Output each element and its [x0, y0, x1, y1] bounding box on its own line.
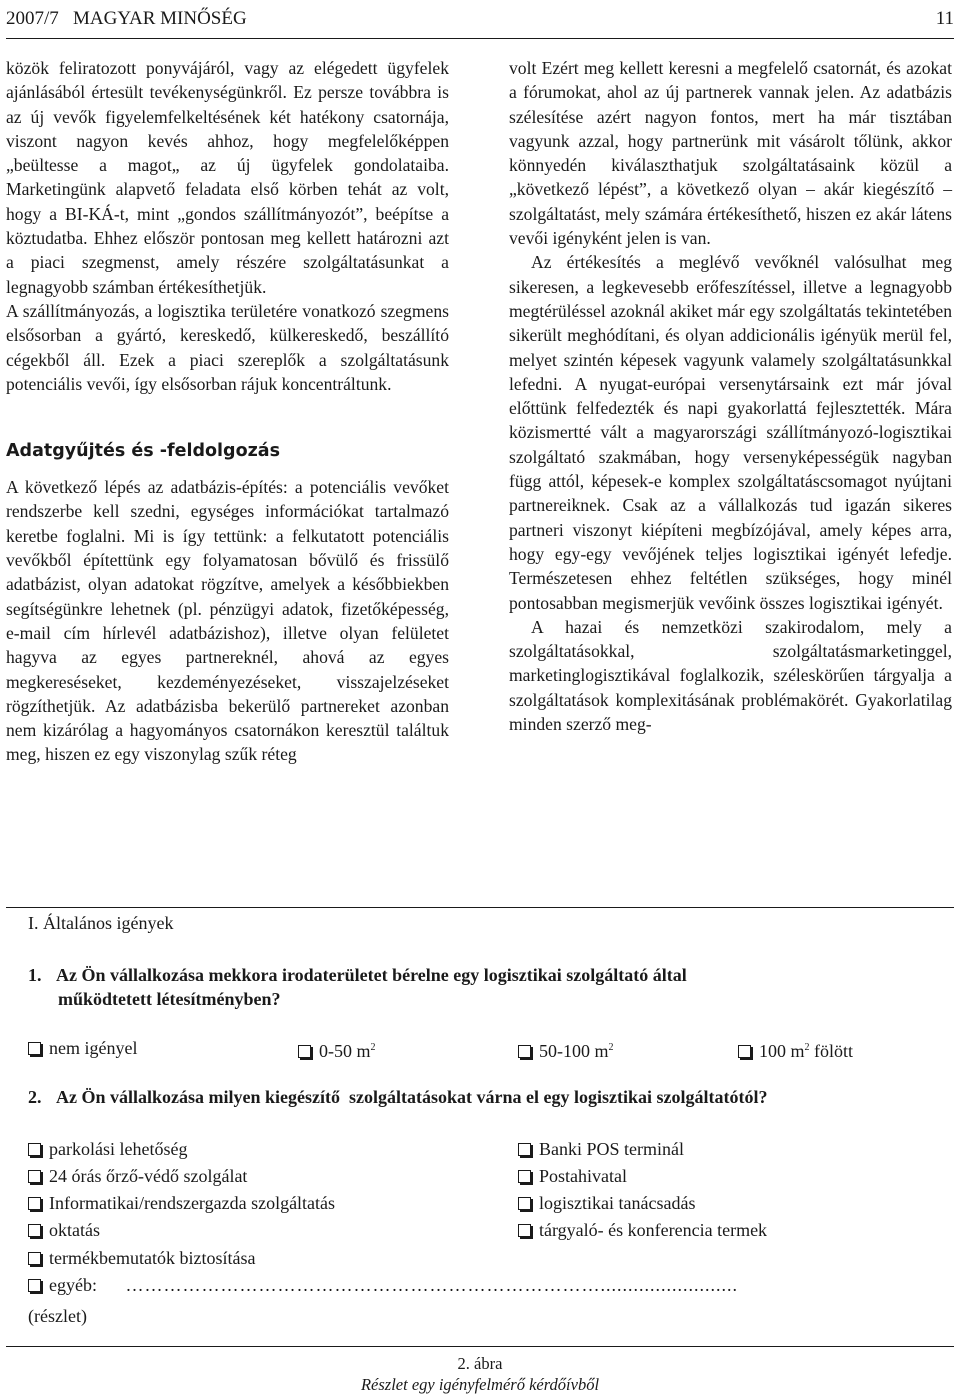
- option-checkbox[interactable]: nem igényel: [28, 1035, 137, 1061]
- option-checkbox[interactable]: Postahivatal: [518, 1163, 627, 1189]
- question-1: 1. Az Ön vállalkozása mekkora irodaterületet bérelne egy logisztikai szolgáltató által működtetett létesítményben?: [28, 965, 687, 1009]
- page-header: [6, 6, 954, 32]
- paragraph: volt Ezért meg kellett keresni a megfelelő csatornát, és azokat a fórumokat, ahol az új partnerek vannak jelen. Az adatbázis szélesítése azért nagyon fontos, mert ha már tisztában vagyunk azzal, hogy partnerünk mit vásárolt tőlünk, akkor könnyedén kiválaszthatjuk szolgáltatásaink közül a „következő lépést”, a következő olyan – akár kiegészítő – szolgáltatást, mely számára értékesíthető, hiszen ez akár látens vevői igényként jelen is van.: [509, 58, 952, 249]
- left-column: [6, 56, 449, 767]
- checkbox-icon[interactable]: [518, 1170, 531, 1183]
- option-checkbox[interactable]: oktatás: [28, 1217, 100, 1243]
- paragraph: A következő lépés az adatbázis-építés: a potenciális vevőket rendszerbe kell szedni, egységes információkat tartalmazó keretbe foglalni. Mi is így tettünk: a felkutatott potenciális vevőkből építettünk egy folyamatosan bővülő és frissülő adatbázist, olyan adatokat rögzítve, amelyek a későbbiekben segítségünkre lehetnek (pl. pénzügyi adatok, fizetőképesség, e-mail cím hírlevél adatbázishoz), illetve olyan felületet hagyva az egyes partnereknél, ahová az egyes megkereséseket, kezdeményezéseket, visszajelzéseket rögzíthetjük. Az adatbázisba bekerülő partnereket azonban nem kizárólag a hagyományos csatornákon keresztül találtuk meg, hiszen ez egy viszonylag szűk réteg: [6, 477, 449, 765]
- option-checkbox[interactable]: 100 $m^2$ fölött: [738, 1035, 853, 1064]
- figure-label: 2. ábra: [457, 1354, 503, 1373]
- section-title: I. Általános igények: [28, 913, 174, 933]
- questionnaire-box: [6, 907, 954, 1347]
- checkbox-icon[interactable]: [298, 1045, 311, 1058]
- question-2: 2. Az Ön vállalkozása milyen kiegészítő szolgáltatásokat várna el egy logisztikai szolgáltatótól?: [28, 1087, 768, 1107]
- checkbox-icon[interactable]: [518, 1197, 531, 1210]
- journal-title: 2007/7 MAGYAR MINŐSÉG: [6, 8, 247, 29]
- paragraph: A szállítmányozás, a logisztika területére vonatkozó szegmens elsősorban a gyártó, kereskedő, külkereskedő, beszállító cégekből áll. Ezek a piaci szereplők a szolgáltatásunk potenciális vevői, így elsősorban rájuk koncentráltunk.: [6, 300, 449, 394]
- option-checkbox[interactable]: Informatikai/rendszergazda szolgáltatás: [28, 1190, 335, 1216]
- right-column: [509, 56, 952, 736]
- checkbox-icon[interactable]: [28, 1143, 41, 1156]
- paragraph: A hazai és nemzetközi szakirodalom, mely a szolgáltatásokkal, szolgáltatásmarketinggel, marketinglogisztikával foglalkozik, széleskörűen tárgyalja a szolgáltatások komplexitásának problémakörét. Gyakorlatilag minden szerző meg-: [509, 616, 952, 735]
- option-checkbox[interactable]: parkolási lehetőség: [28, 1136, 187, 1162]
- option-checkbox[interactable]: 0-50 $m^2$: [298, 1035, 376, 1064]
- checkbox-icon[interactable]: [518, 1224, 531, 1237]
- option-checkbox[interactable]: Banki POS terminál: [518, 1136, 684, 1162]
- option-checkbox[interactable]: 24 órás őrző-védő szolgálat: [28, 1163, 247, 1189]
- checkbox-icon[interactable]: [28, 1279, 41, 1292]
- checkbox-icon[interactable]: [28, 1197, 41, 1210]
- option-other[interactable]: egyéb: ………………………………………………………………….........................: [28, 1272, 865, 1298]
- checkbox-icon[interactable]: [28, 1170, 41, 1183]
- checkbox-icon[interactable]: [28, 1042, 41, 1055]
- figure-caption: Részlet egy igényfelmérő kérdőívből: [360, 1375, 600, 1394]
- page-number: 11: [935, 8, 954, 29]
- option-checkbox[interactable]: logisztikai tanácsadás: [518, 1190, 695, 1216]
- header-rule: [6, 38, 954, 39]
- checkbox-icon[interactable]: [28, 1252, 41, 1265]
- excerpt-note: (részlet): [28, 1306, 87, 1326]
- checkbox-icon[interactable]: [738, 1045, 751, 1058]
- checkbox-icon[interactable]: [28, 1224, 41, 1237]
- paragraph: Az értékesítés a meglévő vevőknél valósulhat meg sikeresen, a legkevesebb erőfeszítéssel, illetve a legnagyobb megtérüléssel azoknál akiket már egy szolgáltatás tekintetében sikerült meghódítani, és olyan addicionális igényük merül fel, melyet szintén képesek vagyunk valamely szolgáltatásunkkal lefedni. A nyugat-európai versenytársaink ezt már jóval előttünk felfedezték és napi gyakorlattá fejlesztették. Mára közismertté vált a magyarországi szállítmányozó-logisztikai szolgáltató szakmában, hogy versenyképességük nagyban függ attól, képesek-e komplex szolgáltatáscsomagot nyújtani partnereiknek. Csak az a vállalkozás tud igazán sikeres partneri viszonyt kiépíteni megbízójával, amely képes arra, hogy egy-egy vevőjének teljes logisztikai igényét lefedje. Természetesen ehhez feltétlen szükséges, hogy minél pontosabban megismerjük vevőink összes logisztikai igényét.: [509, 252, 952, 613]
- section-heading: Adatgyűjtés és -feldolgozás: [6, 441, 281, 462]
- option-checkbox[interactable]: tárgyaló- és konferencia termek: [518, 1217, 767, 1243]
- checkbox-icon[interactable]: [518, 1143, 531, 1156]
- fill-in-line[interactable]: ………………………………………………………………….........................: [125, 1275, 738, 1295]
- option-checkbox[interactable]: termékbemutatók biztosítása: [28, 1245, 255, 1271]
- checkbox-icon[interactable]: [518, 1045, 531, 1058]
- option-checkbox[interactable]: 50-100 $m^2$: [518, 1035, 614, 1064]
- paragraph: közök feliratozott ponyvájáról, vagy az elégedett ügyfelek ajánlásából értesült tevékenységünkről. Ez persze továbbra is az új vevők figyelemfelkeltésének két hatékony csatornája, viszont nagyon kevés ahhoz, hogy megfelelőképpen „beültesse a magot„ az új ügyfelek gondolataiba. Marketingünk alapvető feladata első körben tehát az volt, hogy a BI-KÁ-t, mint „gondos szállítmányozót”, beépítse a köztudatba. Ehhez először pontosan meg kellett határozni azt a piaci szegmenst, amely részére szolgáltatásunkat a legnagyobb számban értékesíthetjük.: [6, 58, 449, 297]
